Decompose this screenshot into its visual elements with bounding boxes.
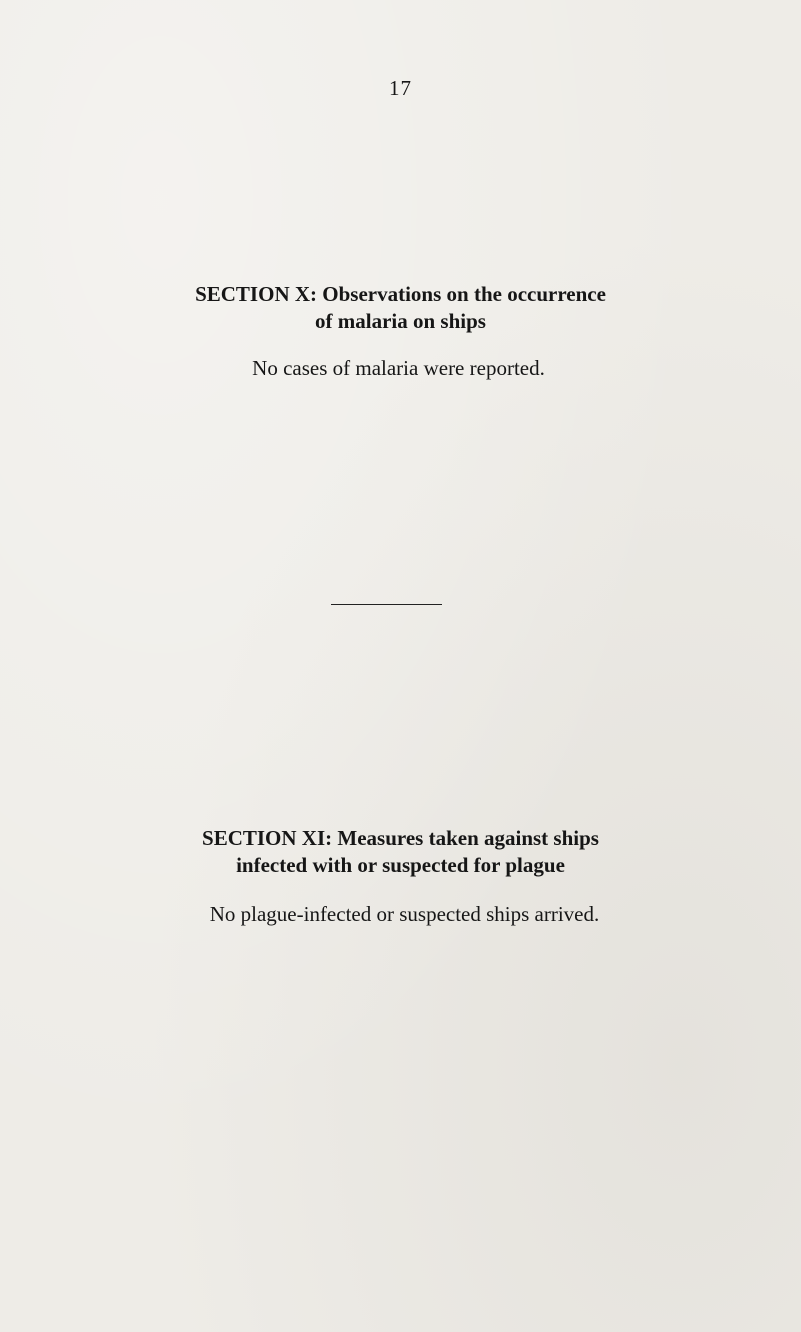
section-xi-heading — [0, 825, 801, 879]
page-number: 17 — [389, 76, 412, 100]
section-xi-heading-line2: infected with or suspected for plague — [236, 853, 565, 877]
section-xi-body: No plague-infected or suspected ships arrived. — [209, 902, 600, 926]
section-x-heading-line1: SECTION X: Observations on the occurrence — [195, 282, 606, 306]
section-x-body: No cases of malaria were reported. — [252, 356, 545, 380]
section-divider — [331, 604, 442, 605]
section-x-heading — [0, 281, 801, 335]
section-xi-heading-line1: SECTION XI: Measures taken against ships — [202, 826, 599, 850]
section-x-heading-line2: of malaria on ships — [315, 309, 486, 333]
